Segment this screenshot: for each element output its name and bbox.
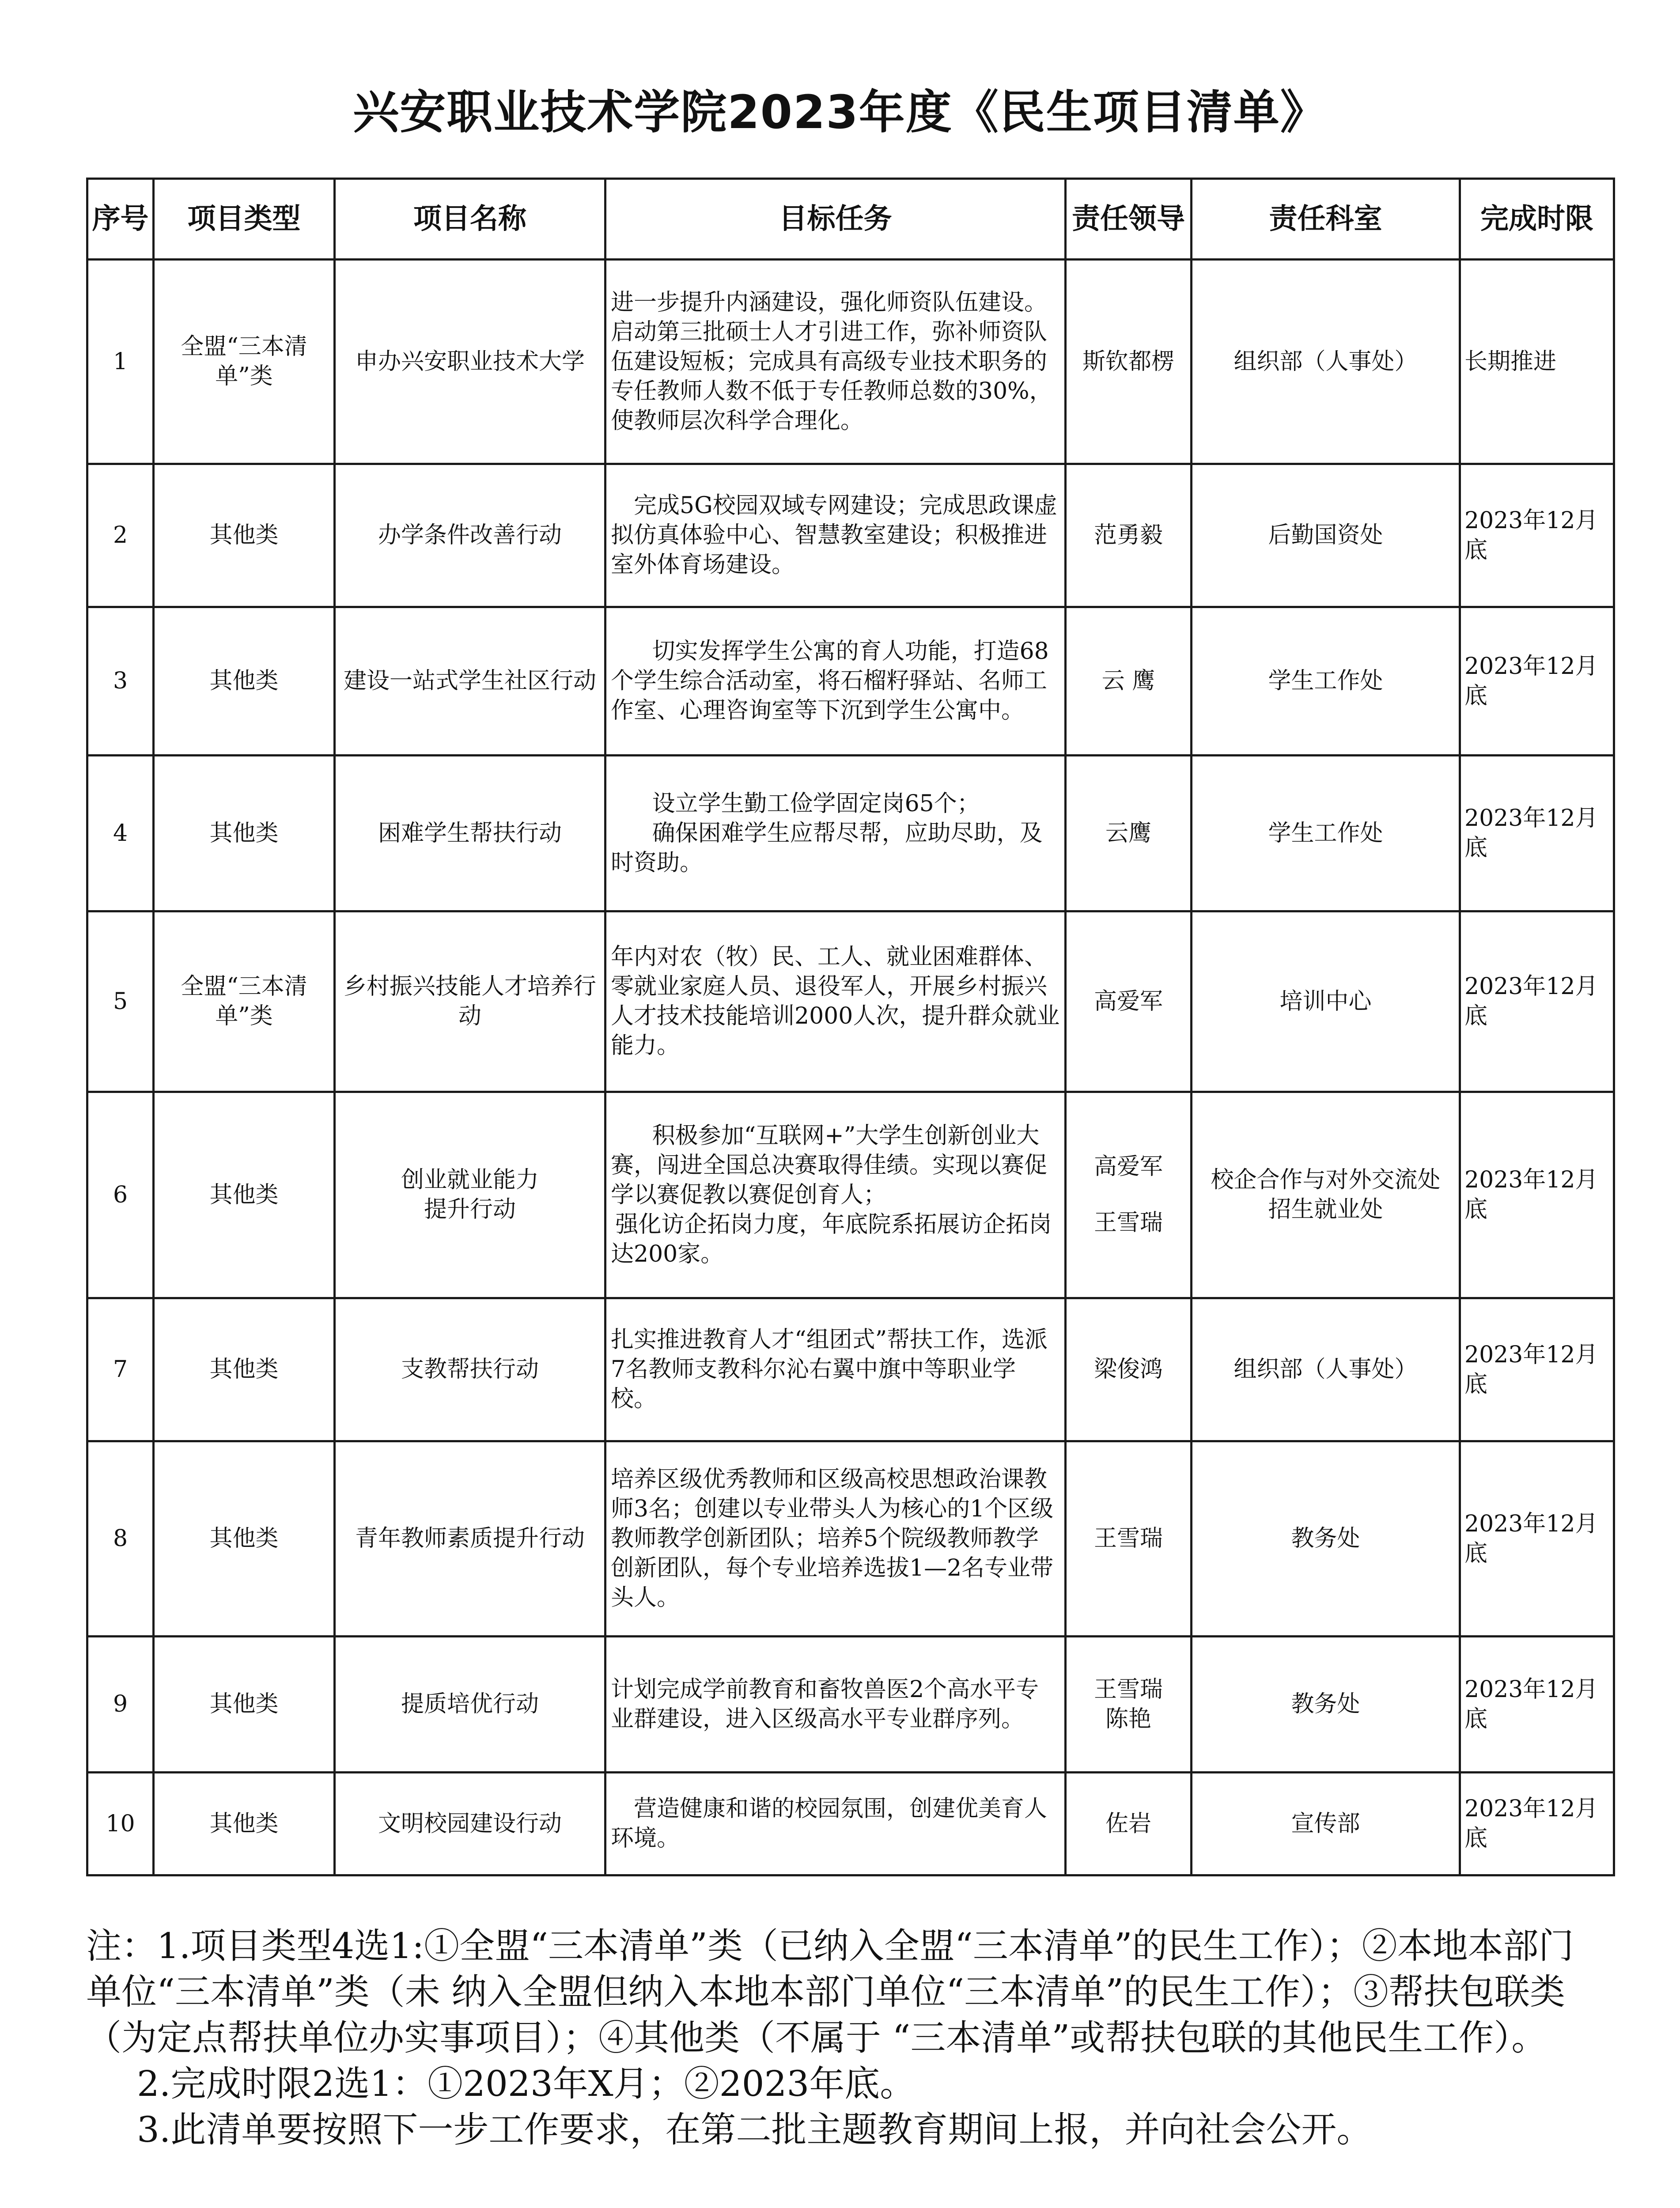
cell-type: 全盟“三本清单”类 xyxy=(154,260,335,464)
table-row xyxy=(87,464,1614,607)
table-row xyxy=(87,1441,1614,1637)
cell-name xyxy=(335,1092,605,1298)
cell-leader xyxy=(1066,1092,1192,1298)
cell-due: 2023年12月底 xyxy=(1460,1092,1614,1298)
table-row xyxy=(87,1773,1614,1875)
cell-leader: 斯钦都楞 xyxy=(1066,260,1192,464)
cell-due: 2023年12月底 xyxy=(1460,1637,1614,1773)
cell-name: 困难学生帮扶行动 xyxy=(335,756,605,911)
cell-name: 乡村振兴技能人才培养行动 xyxy=(335,911,605,1092)
cell-name: 建设一站式学生社区行动 xyxy=(335,607,605,756)
cell-type: 其他类 xyxy=(154,1441,335,1637)
cell-dept: 后勤国资处 xyxy=(1192,464,1460,607)
note-2: 2.完成时限2选1：①2023年X月；②2023年底。 xyxy=(137,2063,916,2104)
cell-leader: 佐岩 xyxy=(1066,1773,1192,1875)
cell-leader: 梁俊鸿 xyxy=(1066,1298,1192,1441)
task-line: 设立学生勤工俭学固定岗65个； xyxy=(652,790,980,817)
table-row xyxy=(87,1092,1614,1298)
cell-type: 其他类 xyxy=(154,1298,335,1441)
cell-task: 完成5G校园双域专网建设；完成思政课虚拟仿真体验中心、智慧教室建设；积极推进室外体育场建设。 xyxy=(605,464,1066,607)
cell-dept xyxy=(1192,1092,1460,1298)
cell-task: 计划完成学前教育和畜牧兽医2个高水平专业群建设，进入区级高水平专业群序列。 xyxy=(605,1637,1066,1773)
cell-leader: 云 鹰 xyxy=(1066,607,1192,756)
cell-dept: 学生工作处 xyxy=(1192,607,1460,756)
header-task: 目标任务 xyxy=(605,179,1066,260)
cell-name: 办学条件改善行动 xyxy=(335,464,605,607)
task-line: 积极参加“互联网+”大学生创新创业大赛，闯进全国总决赛取得佳绩。实现以赛促学以赛促教以赛促创育人； xyxy=(611,1122,1048,1208)
table-row xyxy=(87,756,1614,911)
dept-line: 招生就业处 xyxy=(1268,1196,1383,1223)
cell-no: 2 xyxy=(87,464,154,607)
cell-no: 6 xyxy=(87,1092,154,1298)
cell-task xyxy=(605,756,1066,911)
task-line: 强化访企拓岗力度，年底院系拓展访企拓岗达200家。 xyxy=(611,1211,1052,1267)
table-row xyxy=(87,260,1614,464)
cell-type: 其他类 xyxy=(154,464,335,607)
cell-dept: 教务处 xyxy=(1192,1637,1460,1773)
cell-task xyxy=(605,1092,1066,1298)
cell-due: 2023年12月底 xyxy=(1460,756,1614,911)
cell-dept: 组织部（人事处） xyxy=(1192,1298,1460,1441)
header-dept: 责任科室 xyxy=(1192,179,1460,260)
leader-line: 陈艳 xyxy=(1105,1705,1151,1732)
cell-no: 4 xyxy=(87,756,154,911)
leader-line: 王雪瑞 xyxy=(1094,1210,1163,1236)
table-row xyxy=(87,1637,1614,1773)
cell-no: 9 xyxy=(87,1637,154,1773)
cell-no: 10 xyxy=(87,1773,154,1875)
cell-due: 2023年12月底 xyxy=(1460,1773,1614,1875)
note-3: 3.此清单要按照下一步工作要求，在第二批主题教育期间上报，并向社会公开。 xyxy=(137,2109,1372,2150)
cell-type: 其他类 xyxy=(154,756,335,911)
cell-name: 支教帮扶行动 xyxy=(335,1298,605,1441)
table-row xyxy=(87,911,1614,1092)
name-line: 提升行动 xyxy=(424,1196,516,1223)
cell-type: 其他类 xyxy=(154,1092,335,1298)
cell-dept: 学生工作处 xyxy=(1192,756,1460,911)
cell-due: 2023年12月底 xyxy=(1460,1298,1614,1441)
cell-name: 提质培优行动 xyxy=(335,1637,605,1773)
cell-type: 其他类 xyxy=(154,1637,335,1773)
cell-dept: 培训中心 xyxy=(1192,911,1460,1092)
cell-no: 7 xyxy=(87,1298,154,1441)
cell-due: 2023年12月底 xyxy=(1460,1441,1614,1637)
cell-due: 2023年12月底 xyxy=(1460,911,1614,1092)
cell-dept: 教务处 xyxy=(1192,1441,1460,1637)
table-row xyxy=(87,1298,1614,1441)
notes-section xyxy=(86,1923,1597,2153)
cell-leader: 云鹰 xyxy=(1066,756,1192,911)
cell-name: 申办兴安职业技术大学 xyxy=(335,260,605,464)
leader-line: 高爱军 xyxy=(1094,1153,1163,1180)
cell-no: 8 xyxy=(87,1441,154,1637)
name-line: 创业就业能力 xyxy=(401,1167,539,1193)
cell-name: 文明校园建设行动 xyxy=(335,1773,605,1875)
cell-leader xyxy=(1066,1637,1192,1773)
cell-type: 其他类 xyxy=(154,607,335,756)
cell-task: 扎实推进教育人才“组团式”帮扶工作，选派7名教师支教科尔沁右翼中旗中等职业学校。 xyxy=(605,1298,1066,1441)
cell-type: 全盟“三本清单”类 xyxy=(154,911,335,1092)
cell-task: 切实发挥学生公寓的育人功能，打造68个学生综合活动室，将石榴籽驿站、名师工作室、心理咨询室等下沉到学生公寓中。 xyxy=(605,607,1066,756)
header-type: 项目类型 xyxy=(154,179,335,260)
cell-no: 1 xyxy=(87,260,154,464)
cell-task: 年内对农（牧）民、工人、就业困难群体、零就业家庭人员、退役军人，开展乡村振兴人才技术技能培训2000人次，提升群众就业能力。 xyxy=(605,911,1066,1092)
header-due: 完成时限 xyxy=(1460,179,1614,260)
header-name: 项目名称 xyxy=(335,179,605,260)
cell-leader: 高爱军 xyxy=(1066,911,1192,1092)
cell-no: 5 xyxy=(87,911,154,1092)
cell-dept: 宣传部 xyxy=(1192,1773,1460,1875)
project-table xyxy=(86,178,1615,1876)
cell-due: 2023年12月底 xyxy=(1460,607,1614,756)
cell-name: 青年教师素质提升行动 xyxy=(335,1441,605,1637)
header-leader: 责任领导 xyxy=(1066,179,1192,260)
header-row xyxy=(87,179,1614,260)
header-no: 序号 xyxy=(87,179,154,260)
cell-due: 长期推进 xyxy=(1460,260,1614,464)
cell-task: 营造健康和谐的校园氛围，创建优美育人环境。 xyxy=(605,1773,1066,1875)
cell-leader: 王雪瑞 xyxy=(1066,1441,1192,1637)
task-line: 确保困难学生应帮尽帮，应助尽助，及时资助。 xyxy=(611,820,1043,876)
table-row xyxy=(87,607,1614,756)
cell-leader: 范勇毅 xyxy=(1066,464,1192,607)
cell-task: 培养区级优秀教师和区级高校思想政治课教师3名；创建以专业带头人为核心的1个区级教师教学创新团队；培养5个院级教师教学创新团队，每个专业培养选拔1—2名专业带头人。 xyxy=(605,1441,1066,1637)
note-1: 注：1.项目类型4选1:①全盟“三本清单”类（已纳入全盟“三本清单”的民生工作）；②本地本部门单位“三本清单”类（未 纳入全盟但纳入本地本部门单位“三本清单”的民生工作）；③帮扶包联类（为定点帮扶单位办实事项目）；④其他类（不属于 “三本清单”或帮扶包联的其他民生工作）。 xyxy=(86,1925,1574,2058)
page-title: 兴安职业技术学院2023年度《民生项目清单》 xyxy=(353,85,1327,139)
cell-dept: 组织部（人事处） xyxy=(1192,260,1460,464)
cell-type: 其他类 xyxy=(154,1773,335,1875)
dept-line: 校企合作与对外交流处 xyxy=(1211,1167,1441,1193)
cell-no: 3 xyxy=(87,607,154,756)
leader-line: 王雪瑞 xyxy=(1094,1676,1163,1703)
cell-due: 2023年12月底 xyxy=(1460,464,1614,607)
cell-task: 进一步提升内涵建设，强化师资队伍建设。启动第三批硕士人才引进工作，弥补师资队伍建设短板；完成具有高级专业技术职务的专任教师人数不低于专任教师总数的30%，使教师层次科学合理化。 xyxy=(605,260,1066,464)
